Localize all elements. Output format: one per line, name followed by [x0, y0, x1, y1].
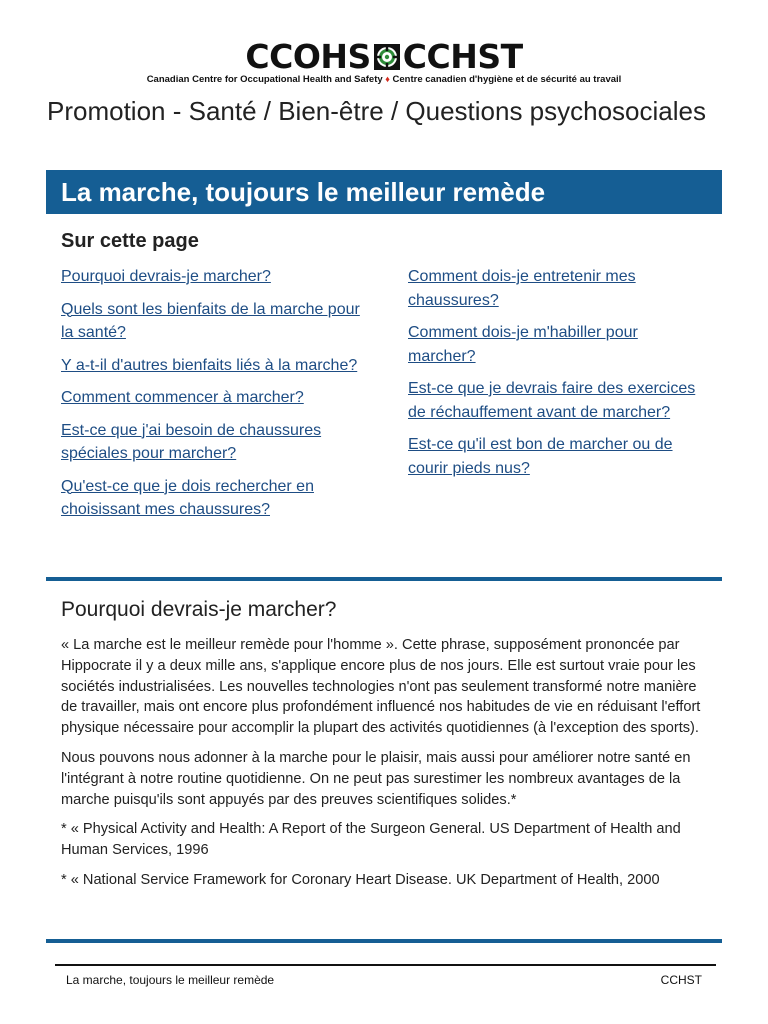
title-bar — [46, 170, 722, 214]
toc-link-pieds-nus[interactable]: Est-ce qu'il est bon de marcher ou de courir pieds nus? — [408, 436, 673, 477]
toc-heading: Sur cette page — [61, 230, 199, 252]
toc-left-column — [61, 265, 361, 531]
logo-text-cchst: CCHST — [402, 37, 523, 76]
toc-link-chaussures-speciales[interactable]: Est-ce que j'ai besoin de chaussures spéciales pour marcher? — [61, 421, 322, 462]
tagline-en: Canadian Centre for Occupational Health and Safety — [146, 74, 383, 85]
footnote: * « Physical Activity and Health: A Report of the Surgeon General. US Department of Health and Human Services, 1996 — [61, 821, 681, 859]
logo-tagline — [0, 74, 768, 85]
section-heading: Pourquoi devrais-je marcher? — [61, 598, 337, 621]
category-breadcrumb: Promotion - Santé / Bien-être / Questions psychosociales — [47, 96, 706, 126]
ccohs-emblem-icon — [373, 43, 401, 71]
toc-link-choisir-chaussures[interactable]: Qu'est-ce que je dois rechercher en choisissant mes chaussures? — [61, 477, 314, 518]
paragraph: « La marche est le meilleur remède pour l'homme ». Cette phrase, supposément prononcée par Hippocrate il y a deux mille ans, s'applique encore plus de nos jours. Elle est surtout vraie pour les sociétés industrialisées. Les nouvelles technologies n'ont pas seulement transformé notre manière de travailler, mais ont encore plus profondément influencé nos habitudes de vie en réduisant l'effort physique nécessaire pour accomplir la plupart des activités quotidiennes (à l'exception des sports). — [61, 637, 701, 737]
toc-right-column — [408, 265, 708, 489]
footer-document-title: La marche, toujours le meilleur remède — [66, 973, 275, 987]
toc-link-bienfaits-sante[interactable]: Quels sont les bienfaits de la marche pour la santé? — [61, 300, 360, 341]
toc-link-pourquoi-marcher[interactable]: Pourquoi devrais-je marcher? — [61, 268, 271, 285]
section-divider — [46, 577, 722, 581]
maple-leaf-icon: ♦ — [385, 74, 390, 84]
toc-link-entretenir-chaussures[interactable]: Comment dois-je entretenir mes chaussures? — [408, 268, 636, 309]
section-divider — [46, 939, 722, 943]
paragraph: Nous pouvons nous adonner à la marche pour le plaisir, mais aussi pour améliorer notre santé en l'intégrant à notre routine quotidienne. On ne peut pas surestimer les nombreux avantages de la marche puisqu'ils sont appuyés par des preuves scientifiques solides.* — [61, 749, 691, 808]
toc-link-rechauffement[interactable]: Est-ce que je devrais faire des exercices de réchauffement avant de marcher? — [408, 380, 696, 421]
footer-organization: CCHST — [660, 973, 702, 987]
toc-link-habiller[interactable]: Comment dois-je m'habiller pour marcher? — [408, 324, 638, 365]
toc-link-commencer[interactable]: Comment commencer à marcher? — [61, 389, 304, 406]
logo-text-ccohs: CCOHS — [245, 37, 371, 76]
footer-divider — [55, 964, 716, 966]
section-pourquoi-marcher — [61, 597, 711, 900]
logo — [0, 37, 768, 76]
toc-link-autres-bienfaits[interactable]: Y a-t-il d'autres bienfaits liés à la marche? — [61, 356, 358, 374]
page-title: La marche, toujours le meilleur remède — [61, 177, 546, 207]
tagline-fr: Centre canadien d'hygiène et de sécurité au travail — [392, 74, 622, 85]
footnote: * « National Service Framework for Coronary Heart Disease. UK Department of Health, 2000 — [61, 871, 660, 888]
